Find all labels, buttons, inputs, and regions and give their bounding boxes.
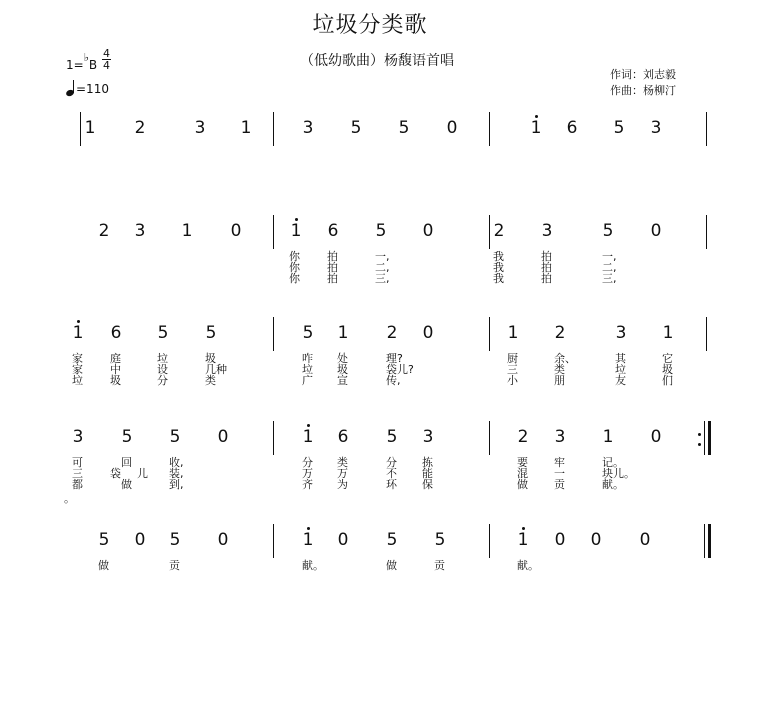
note: 1	[290, 221, 302, 241]
note: 1	[181, 221, 193, 241]
lyric-syllable: 贡	[169, 559, 180, 572]
lyric-syllable: 家	[72, 352, 83, 365]
time-signature-top: 4	[102, 47, 110, 60]
lyric-syllable: 宣	[337, 374, 348, 387]
key-signature: 1=♭B $\frac{4}{4}$	[66, 47, 110, 72]
note: 1	[302, 530, 314, 550]
lyric-syllable: 三	[72, 467, 83, 480]
note: 5	[98, 530, 110, 550]
lyric-syllable: 我	[493, 250, 504, 263]
song-title: 垃圾分类歌	[312, 13, 428, 38]
final-thin-line	[704, 524, 705, 558]
high-octave-dot	[77, 320, 80, 323]
time-signature-bottom: 4	[102, 59, 110, 72]
lyric-syllable: 万	[337, 467, 348, 480]
lyric-syllable: 我	[493, 272, 504, 285]
lyric-syllable: 混	[517, 467, 528, 480]
lyric-syllable: 小	[507, 374, 518, 387]
lyric-syllable: 保	[422, 478, 433, 491]
lyric-syllable: 理?	[386, 352, 403, 365]
quarter-note-icon	[66, 80, 76, 96]
lyric-syllable: 做	[517, 478, 528, 491]
note: 0	[217, 427, 229, 447]
song-subtitle: （低幼歌曲）杨馥语首唱	[300, 53, 454, 69]
lyric-syllable: 到,	[169, 478, 184, 491]
note: 0	[650, 427, 662, 447]
bar-line	[273, 112, 274, 146]
note: 1	[302, 427, 314, 447]
high-octave-dot	[307, 527, 310, 530]
lyric-syllable: 中	[110, 363, 121, 376]
note: 0	[650, 221, 662, 241]
note: 0	[337, 530, 349, 550]
lyric-syllable: 拍	[327, 272, 338, 285]
note: 5	[602, 221, 614, 241]
high-octave-dot	[295, 218, 298, 221]
note: 6	[337, 427, 349, 447]
lyric-syllable: 你	[289, 272, 300, 285]
bar-line	[706, 112, 707, 146]
lyric-syllable: 厨	[507, 352, 518, 365]
bar-line	[273, 421, 274, 455]
lyric-syllable: 三,	[602, 272, 617, 285]
note: 5	[375, 221, 387, 241]
bar-line	[273, 524, 274, 558]
lyric-syllable: 二,	[375, 261, 390, 274]
note: 6	[110, 323, 122, 343]
lyric-syllable: 传,	[386, 374, 401, 387]
lyric-syllable: 牢	[554, 456, 565, 469]
lyric-syllable: 做	[98, 559, 109, 572]
note: 1	[84, 118, 96, 138]
lyric-syllable: 一	[554, 467, 565, 480]
repeat-thin-line	[704, 421, 705, 455]
note: 1	[530, 118, 542, 138]
lyric-syllable: 朋	[554, 374, 565, 387]
lyric-syllable: 类	[205, 374, 216, 387]
note: 2	[517, 427, 529, 447]
lyric-syllable: 广	[302, 374, 313, 387]
note: 2	[98, 221, 110, 241]
lyric-syllable: 拍	[541, 261, 552, 274]
note: 5	[121, 427, 133, 447]
note: 2	[493, 221, 505, 241]
lyric-syllable: 几种	[205, 363, 227, 376]
note: 5	[302, 323, 314, 343]
lyric-syllable: 块儿。	[602, 467, 635, 480]
note: 2	[554, 323, 566, 343]
lyric-syllable: 记。	[602, 456, 624, 469]
note: 3	[302, 118, 314, 138]
bar-line	[273, 317, 274, 351]
note: 3	[650, 118, 662, 138]
note: 5	[169, 530, 181, 550]
lyric-syllable: 它	[662, 352, 673, 365]
lyric-syllable: 圾	[337, 363, 348, 376]
note: 5	[350, 118, 362, 138]
bar-line	[706, 215, 707, 249]
repeat-dot	[698, 433, 701, 436]
repeat-dot	[698, 443, 701, 446]
bar-line	[708, 524, 711, 558]
note: 3	[72, 427, 84, 447]
lyric-syllable: 圾	[205, 352, 216, 365]
lyric-syllable: 不	[386, 467, 397, 480]
note: 5	[169, 427, 181, 447]
lyric-syllable: 我	[493, 261, 504, 274]
note: 5	[398, 118, 410, 138]
note: 1	[517, 530, 529, 550]
bar-line	[489, 421, 490, 455]
lyric-syllable: 拍	[541, 272, 552, 285]
lyric-syllable: 分	[302, 456, 313, 469]
note: 3	[541, 221, 553, 241]
lyric-syllable: 设	[157, 363, 168, 376]
composer-credit: 作曲：杨柳汀	[610, 84, 676, 97]
lyric-syllable: 能	[422, 467, 433, 480]
high-octave-dot	[522, 527, 525, 530]
lyric-syllable: 们	[662, 374, 673, 387]
note: 0	[230, 221, 242, 241]
note: 1	[72, 323, 84, 343]
note: 3	[615, 323, 627, 343]
lyric-syllable: 拍	[327, 250, 338, 263]
note: 5	[157, 323, 169, 343]
lyric-syllable: 庭	[110, 352, 121, 365]
lyric-syllable: 三	[507, 363, 518, 376]
tempo-marking: =110	[66, 80, 109, 96]
bar-line	[273, 215, 274, 249]
lyric-syllable: 类	[337, 456, 348, 469]
bar-line	[489, 524, 490, 558]
note: 2	[134, 118, 146, 138]
lyric-syllable: 回	[121, 456, 132, 469]
lyric-syllable: 你	[289, 250, 300, 263]
note: 2	[386, 323, 398, 343]
note: 3	[554, 427, 566, 447]
lyric-syllable: 要	[517, 456, 528, 469]
lyric-syllable: 都	[72, 478, 83, 491]
lyric-syllable: 献。	[302, 559, 324, 572]
note: 0	[217, 530, 229, 550]
lyric-syllable: 分	[157, 374, 168, 387]
lyric-syllable: 圾	[110, 374, 121, 387]
lyric-syllable: 拍	[327, 261, 338, 274]
lyric-syllable: 献。	[602, 478, 624, 491]
note: 3	[422, 427, 434, 447]
note: 5	[205, 323, 217, 343]
lyric-syllable: 友	[615, 374, 626, 387]
lyric-syllable: 垃	[615, 363, 626, 376]
note: 5	[434, 530, 446, 550]
lyric-syllable: 齐	[302, 478, 313, 491]
note: 0	[134, 530, 146, 550]
note: 0	[446, 118, 458, 138]
lyric-syllable: 儿	[137, 467, 148, 480]
lyric-syllable: 垃	[302, 363, 313, 376]
note: 0	[422, 221, 434, 241]
lyric-syllable: 三,	[375, 272, 390, 285]
lyric-syllable: 做	[121, 478, 132, 491]
note: 1	[337, 323, 349, 343]
lyric-syllable: 环	[386, 478, 397, 491]
lyric-syllable: 做	[386, 559, 397, 572]
note: 0	[590, 530, 602, 550]
note: 5	[386, 427, 398, 447]
note: 1	[662, 323, 674, 343]
lyric-syllable: 圾	[662, 363, 673, 376]
note: 1	[240, 118, 252, 138]
lyric-syllable: 分	[386, 456, 397, 469]
note: 5	[613, 118, 625, 138]
lyric-syllable: 类	[554, 363, 565, 376]
bar-line	[706, 317, 707, 351]
note: 3	[134, 221, 146, 241]
note: 6	[566, 118, 578, 138]
lyric-syllable: 垃	[72, 374, 83, 387]
bar-line	[489, 112, 490, 146]
lyric-syllable: 为	[337, 478, 348, 491]
lyric-syllable: 可	[72, 456, 83, 469]
lyric-syllable: 余、	[554, 352, 576, 365]
lyric-syllable: 万	[302, 467, 313, 480]
lyric-syllable: 一,	[602, 250, 617, 263]
bar-line	[708, 421, 711, 455]
note: 6	[327, 221, 339, 241]
note: 0	[554, 530, 566, 550]
lyric-syllable: 二,	[602, 261, 617, 274]
bar-line	[489, 317, 490, 351]
lyric-extra-mark: 。	[64, 492, 75, 505]
lyric-syllable: 拍	[541, 250, 552, 263]
lyric-syllable: 家	[72, 363, 83, 376]
lyric-syllable: 咋	[302, 352, 313, 365]
lyric-syllable: 垃	[157, 352, 168, 365]
note: 1	[507, 323, 519, 343]
lyric-syllable: 袋	[110, 467, 121, 480]
lyric-syllable: 贡	[434, 559, 445, 572]
lyric-syllable: 收,	[169, 456, 184, 469]
lyric-syllable: 其	[615, 352, 626, 365]
note: 0	[422, 323, 434, 343]
lyric-syllable: 贡	[554, 478, 565, 491]
note: 5	[386, 530, 398, 550]
lyricist-credit: 作词：刘志毅	[610, 68, 676, 81]
lyric-syllable: 献。	[517, 559, 539, 572]
lyric-syllable: 装,	[169, 467, 184, 480]
lyric-syllable: 一,	[375, 250, 390, 263]
high-octave-dot	[535, 115, 538, 118]
note: 3	[194, 118, 206, 138]
lyric-syllable: 你	[289, 261, 300, 274]
high-octave-dot	[307, 424, 310, 427]
lyric-syllable: 袋儿?	[386, 363, 414, 376]
lyric-syllable: 处	[337, 352, 348, 365]
note: 1	[602, 427, 614, 447]
lyric-syllable: 拣	[422, 456, 433, 469]
note: 0	[639, 530, 651, 550]
